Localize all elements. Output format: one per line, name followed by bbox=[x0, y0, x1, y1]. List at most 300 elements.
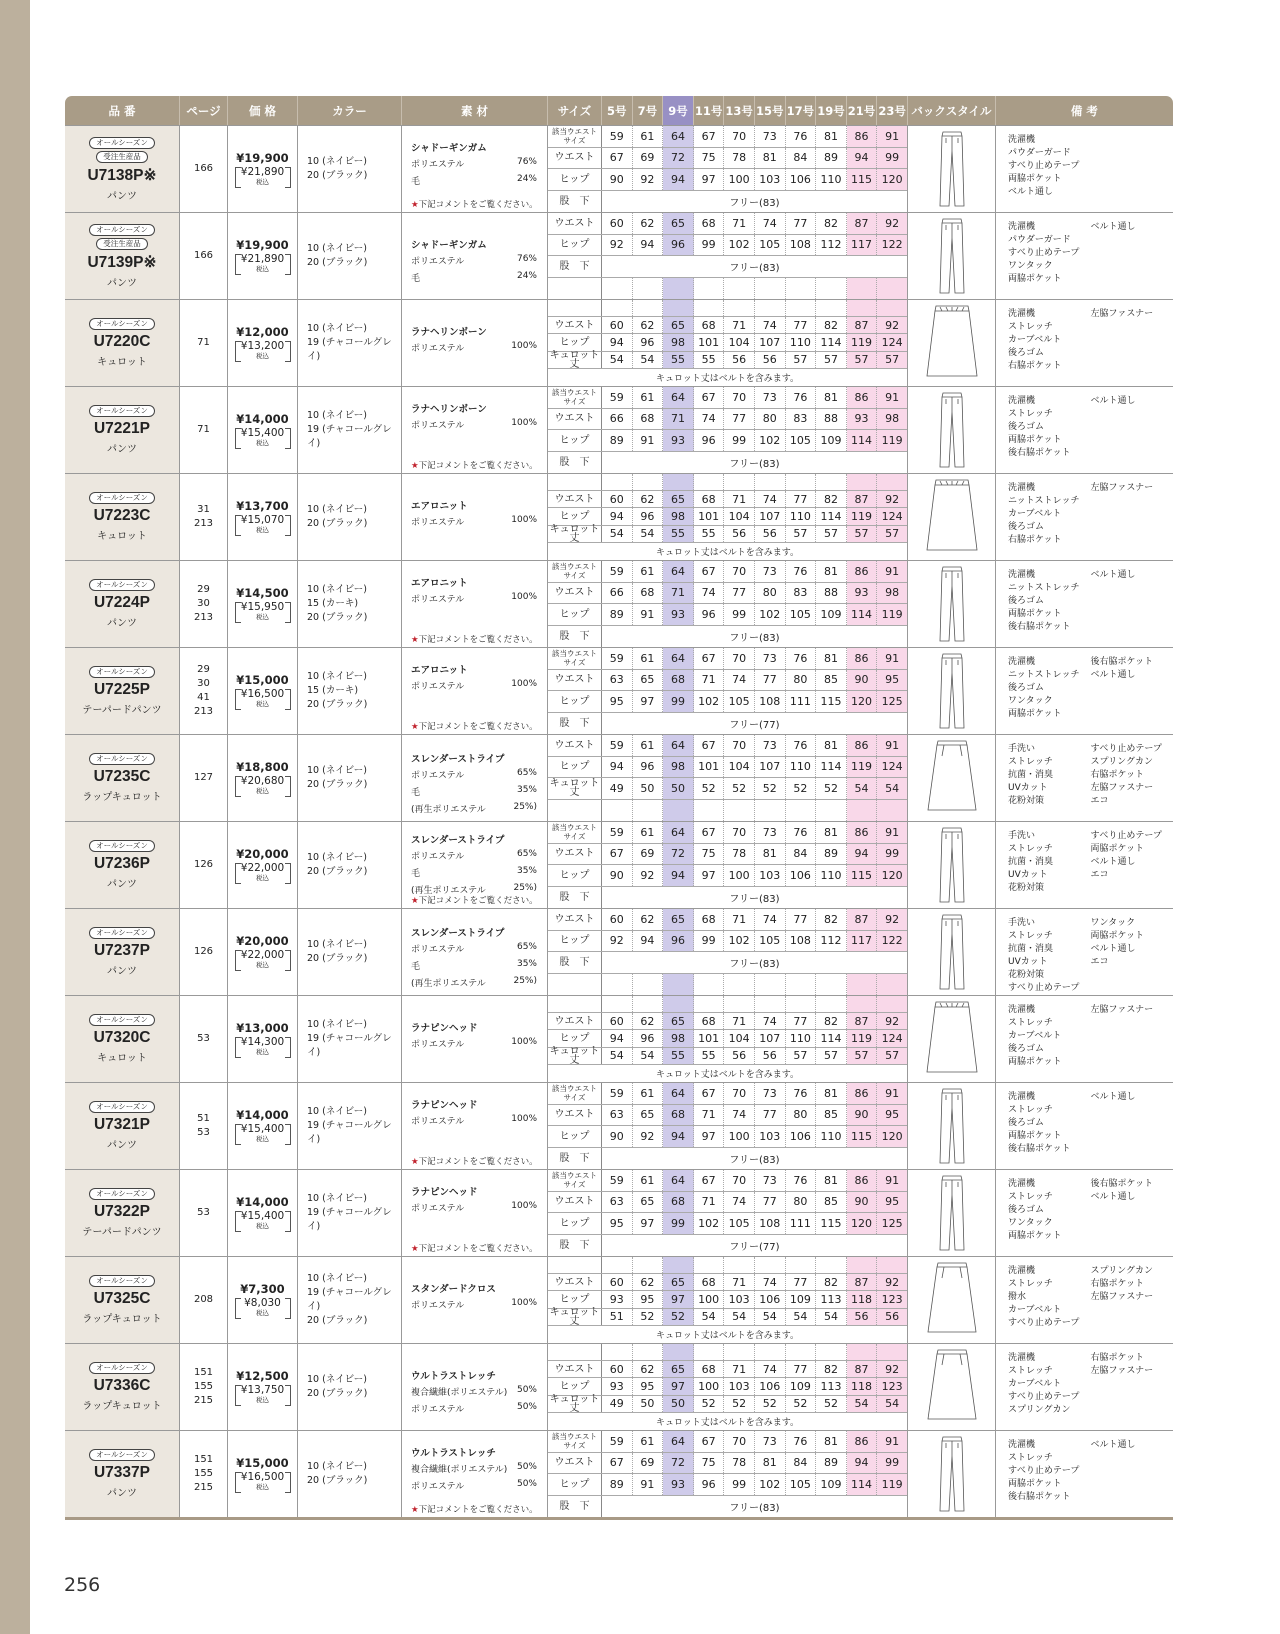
catalog-page-number: 213 bbox=[193, 518, 214, 529]
size-value: 113 bbox=[816, 1378, 847, 1394]
size-value: 93 bbox=[663, 604, 694, 625]
size-value: 75 bbox=[694, 844, 725, 865]
material-fiber: ポリエステル bbox=[411, 771, 465, 781]
material-percent: 65% bbox=[516, 849, 537, 859]
size-row-label: ヒップ bbox=[548, 1378, 602, 1394]
size-value bbox=[816, 1344, 847, 1360]
material-percent: 100% bbox=[511, 1298, 537, 1308]
season-badge: オールシーズン bbox=[89, 137, 155, 149]
size-row-label: ヒップ bbox=[548, 235, 602, 256]
size-row bbox=[548, 735, 907, 757]
product-row bbox=[65, 299, 1173, 386]
size-row bbox=[548, 148, 907, 170]
note-item: 後右脇ポケット bbox=[1008, 622, 1071, 632]
size-value: 54 bbox=[877, 778, 907, 799]
size-value: 94 bbox=[847, 148, 878, 169]
size-value: 91 bbox=[633, 1474, 664, 1495]
color-item: 15 (カーキ) bbox=[307, 598, 359, 609]
back-style-pants-drawing bbox=[922, 1086, 982, 1166]
size-value: 90 bbox=[602, 1126, 633, 1147]
product-row bbox=[65, 212, 1173, 299]
material-name: シャドーギンガム bbox=[411, 143, 487, 154]
size-value: 91 bbox=[633, 604, 664, 625]
tax-label: 税込 bbox=[256, 960, 269, 969]
color-item: 10 (ネイビー) bbox=[307, 584, 367, 595]
material-cell bbox=[402, 1431, 548, 1517]
back-style-pants-drawing bbox=[922, 216, 982, 296]
size-value: 108 bbox=[755, 691, 786, 712]
product-row bbox=[65, 125, 1173, 212]
note-item: スプリングカン bbox=[1090, 757, 1153, 767]
size-table bbox=[548, 1257, 908, 1343]
size-value: 87 bbox=[847, 213, 878, 234]
size-value: 87 bbox=[847, 1274, 878, 1290]
size-row bbox=[548, 1213, 907, 1235]
size-value: 96 bbox=[633, 757, 664, 778]
product-row bbox=[65, 560, 1173, 647]
star-icon: ★ bbox=[411, 722, 419, 732]
catalog-page-number: 155 bbox=[193, 1468, 214, 1479]
color-list bbox=[298, 561, 402, 647]
size-value: 74 bbox=[755, 1361, 786, 1377]
size-table bbox=[548, 909, 908, 995]
size-value: 59 bbox=[602, 735, 633, 756]
header-size-21: 21号 bbox=[847, 96, 878, 125]
size-value: 59 bbox=[602, 822, 633, 843]
size-value: 124 bbox=[877, 1030, 907, 1046]
size-table bbox=[548, 1344, 908, 1430]
product-row bbox=[65, 647, 1173, 734]
size-row bbox=[548, 844, 907, 866]
size-row-label: 股 下 bbox=[548, 1148, 602, 1170]
color-item: 10 (ネイビー) bbox=[307, 1019, 367, 1030]
size-value: 76 bbox=[786, 1431, 817, 1452]
size-value: 71 bbox=[694, 1192, 725, 1213]
size-row bbox=[548, 1192, 907, 1214]
note-item: 右脇ポケット bbox=[1008, 361, 1062, 371]
size-value bbox=[847, 474, 878, 490]
color-item: 10 (ネイビー) bbox=[307, 671, 367, 682]
product-type: キュロット bbox=[97, 357, 147, 368]
size-value: 54 bbox=[755, 1309, 786, 1325]
catalog-pages bbox=[180, 1170, 228, 1256]
size-value: 71 bbox=[694, 670, 725, 691]
size-row bbox=[548, 369, 907, 386]
size-value: 65 bbox=[663, 213, 694, 234]
size-value: 60 bbox=[602, 1361, 633, 1377]
size-row-label: キュロット丈 bbox=[548, 1048, 602, 1064]
size-value: 64 bbox=[663, 822, 694, 843]
note-item: 撥水 bbox=[1008, 1292, 1027, 1302]
product-row bbox=[65, 1430, 1173, 1517]
product-row bbox=[65, 1169, 1173, 1256]
size-row bbox=[548, 996, 907, 1013]
size-value: 91 bbox=[877, 648, 907, 669]
material-percent: 76% bbox=[516, 254, 537, 264]
size-value: 92 bbox=[877, 909, 907, 930]
size-value: 104 bbox=[724, 334, 755, 350]
size-row-label: 該当ウエスト サイズ bbox=[548, 822, 602, 843]
size-value: 70 bbox=[724, 648, 755, 669]
size-value: 65 bbox=[663, 909, 694, 930]
size-value: 115 bbox=[816, 1213, 847, 1234]
price-cell bbox=[228, 1431, 298, 1517]
note-item: 後右脇ポケット bbox=[1008, 448, 1071, 458]
material-name: スレンダーストライプ bbox=[411, 835, 505, 846]
size-row-label: 股 下 bbox=[548, 452, 602, 474]
size-value bbox=[602, 1257, 633, 1273]
notes-column bbox=[1091, 1004, 1174, 1069]
size-row-label: ヒップ bbox=[548, 1474, 602, 1495]
back-style-cell bbox=[908, 1083, 996, 1169]
catalog-page-number: 29 bbox=[197, 664, 210, 675]
size-value: 90 bbox=[847, 1192, 878, 1213]
size-value bbox=[786, 996, 817, 1012]
size-value bbox=[724, 300, 755, 316]
size-value: 81 bbox=[816, 1431, 847, 1452]
material-cell bbox=[402, 909, 548, 995]
notes-columns bbox=[1008, 134, 1173, 199]
size-value: 73 bbox=[755, 1170, 786, 1191]
notes-columns bbox=[1008, 743, 1173, 808]
note-item: ストレッチ bbox=[1008, 844, 1053, 854]
size-row-label: 該当ウエスト サイズ bbox=[548, 1431, 602, 1452]
color-list bbox=[298, 909, 402, 995]
price-main: ¥15,000 bbox=[236, 1455, 289, 1470]
size-value: 81 bbox=[816, 561, 847, 582]
price-main: ¥14,000 bbox=[236, 1194, 289, 1209]
color-item: 19 (チャコールグレイ) bbox=[307, 1120, 392, 1145]
size-value: 120 bbox=[877, 1126, 907, 1147]
size-table bbox=[548, 735, 908, 821]
notes-column bbox=[1091, 569, 1174, 634]
size-value: 99 bbox=[724, 1474, 755, 1495]
material-name: エアロニット bbox=[411, 665, 468, 676]
size-value: 100 bbox=[724, 865, 755, 886]
size-value: 92 bbox=[602, 931, 633, 952]
size-value: 50 bbox=[663, 1396, 694, 1412]
product-type: パンツ bbox=[107, 966, 137, 977]
size-row bbox=[548, 1065, 907, 1082]
size-value: 68 bbox=[694, 317, 725, 333]
notes-cell bbox=[996, 213, 1173, 299]
size-value: 87 bbox=[847, 1013, 878, 1029]
product-id-cell bbox=[65, 387, 180, 473]
size-row-label: ウエスト bbox=[548, 1105, 602, 1126]
size-value: 61 bbox=[633, 387, 664, 408]
size-value: 68 bbox=[663, 1192, 694, 1213]
notes-column bbox=[1091, 1439, 1174, 1504]
size-row bbox=[548, 235, 907, 257]
size-value: 85 bbox=[816, 1105, 847, 1126]
note-item: ベルト通し bbox=[1090, 1440, 1136, 1450]
size-value: 119 bbox=[847, 757, 878, 778]
product-code: U7223C bbox=[93, 507, 151, 524]
catalog-pages bbox=[180, 213, 228, 299]
note-item: 洗濯機 bbox=[1008, 135, 1036, 145]
size-row bbox=[548, 1148, 907, 1170]
size-value: 105 bbox=[786, 430, 817, 451]
size-value: 94 bbox=[663, 1126, 694, 1147]
notes-column bbox=[1008, 1352, 1091, 1417]
catalog-page-number: 126 bbox=[193, 946, 214, 957]
price-cell bbox=[228, 213, 298, 299]
notes-column bbox=[1008, 308, 1091, 373]
size-table bbox=[548, 126, 908, 212]
note-item: 洗濯機 bbox=[1008, 222, 1036, 232]
price-cell bbox=[228, 1257, 298, 1343]
size-row bbox=[548, 1413, 907, 1430]
size-row bbox=[548, 1030, 907, 1047]
note-item: 左脇ファスナー bbox=[1090, 1292, 1154, 1302]
notes-columns bbox=[1008, 830, 1173, 895]
material-note-text: 下記コメントをご覧ください。 bbox=[418, 461, 538, 471]
size-value bbox=[633, 278, 664, 300]
notes-cell bbox=[996, 387, 1173, 473]
material-fiber: ポリエステル bbox=[411, 595, 465, 605]
size-value: 76 bbox=[786, 735, 817, 756]
size-value: 96 bbox=[633, 1030, 664, 1046]
size-row bbox=[548, 648, 907, 670]
size-value: 76 bbox=[786, 1083, 817, 1104]
material-fiber: 毛 bbox=[411, 788, 421, 798]
size-value: 107 bbox=[755, 334, 786, 350]
size-row-label: ヒップ bbox=[548, 757, 602, 778]
size-value: 60 bbox=[602, 491, 633, 507]
size-value: 67 bbox=[694, 561, 725, 582]
material-fiber: (再生ポリエステル bbox=[411, 886, 486, 896]
size-value: 69 bbox=[633, 148, 664, 169]
back-style-pants-drawing bbox=[922, 564, 982, 644]
material-percent: 65% bbox=[516, 942, 537, 952]
size-value: 122 bbox=[877, 235, 907, 256]
size-value: 64 bbox=[663, 648, 694, 669]
catalog-page-number: 30 bbox=[197, 678, 210, 689]
material-note-text: 下記コメントをご覧ください。 bbox=[418, 1244, 538, 1254]
material-cell bbox=[402, 1170, 548, 1256]
size-value bbox=[724, 996, 755, 1012]
size-value: 92 bbox=[877, 491, 907, 507]
material-percent: 35% bbox=[516, 866, 537, 876]
material-note-text: 下記コメントをご覧ください。 bbox=[418, 896, 538, 906]
size-value: 82 bbox=[816, 1013, 847, 1029]
size-value: 100 bbox=[694, 1378, 725, 1394]
size-value: 84 bbox=[786, 1453, 817, 1474]
price-cell bbox=[228, 996, 298, 1082]
material-name: ラナピンヘッド bbox=[411, 1023, 478, 1034]
notes-column bbox=[1008, 656, 1091, 721]
size-value: 100 bbox=[724, 1126, 755, 1147]
size-value: 94 bbox=[633, 931, 664, 952]
size-value: 76 bbox=[786, 561, 817, 582]
size-value: 101 bbox=[694, 334, 725, 350]
material-note-text: 下記コメントをご覧ください。 bbox=[418, 722, 538, 732]
size-value: 85 bbox=[816, 670, 847, 691]
size-value: 57 bbox=[877, 352, 907, 368]
size-value bbox=[816, 300, 847, 316]
size-row-label: ウエスト bbox=[548, 735, 602, 756]
color-item: 20 (ブラック) bbox=[307, 612, 368, 623]
material-note-text: 下記コメントをご覧ください。 bbox=[418, 200, 538, 210]
price-main: ¥7,300 bbox=[240, 1281, 285, 1296]
size-value: 109 bbox=[786, 1378, 817, 1394]
page-number: 256 bbox=[64, 1574, 101, 1596]
catalog-page-number: 126 bbox=[193, 859, 214, 870]
notes-column bbox=[1008, 1004, 1091, 1069]
size-value: 54 bbox=[786, 1309, 817, 1325]
size-row-label: ウエスト bbox=[548, 317, 602, 333]
size-value bbox=[847, 800, 878, 822]
size-value bbox=[694, 278, 725, 300]
size-value: 67 bbox=[694, 1083, 725, 1104]
material-name: スタンダードクロス bbox=[411, 1284, 496, 1295]
header-color: カラー bbox=[298, 96, 402, 125]
material-name: エアロニット bbox=[411, 578, 468, 589]
size-value: 89 bbox=[602, 1474, 633, 1495]
material-line bbox=[411, 1479, 537, 1492]
note-item: 両脇ポケット bbox=[1008, 274, 1062, 284]
product-code: U7221P bbox=[93, 420, 150, 437]
product-type: パンツ bbox=[107, 618, 137, 629]
size-value: 114 bbox=[816, 757, 847, 778]
size-value: 99 bbox=[724, 430, 755, 451]
note-item: 手洗い bbox=[1008, 918, 1036, 928]
size-value bbox=[663, 996, 694, 1012]
header-size-13: 13号 bbox=[724, 96, 755, 125]
size-value: 57 bbox=[786, 1048, 817, 1064]
size-row-label: 股 下 bbox=[548, 256, 602, 277]
color-list bbox=[298, 1344, 402, 1430]
material-fiber: (再生ポリエステル bbox=[411, 979, 486, 989]
product-type: テーパードパンツ bbox=[82, 1227, 162, 1238]
size-value: 69 bbox=[633, 1453, 664, 1474]
size-value bbox=[633, 300, 664, 316]
catalog-page-number: 71 bbox=[197, 424, 210, 435]
size-row bbox=[548, 909, 907, 931]
size-value: 98 bbox=[663, 757, 694, 778]
season-badge: オールシーズン bbox=[89, 753, 155, 765]
size-value: 103 bbox=[724, 1291, 755, 1307]
size-value bbox=[633, 974, 664, 996]
note-item: 両脇ポケット bbox=[1008, 1057, 1062, 1067]
note-item: すべり止めテープ bbox=[1008, 248, 1080, 258]
notes-column bbox=[1008, 395, 1091, 460]
size-value: 77 bbox=[755, 670, 786, 691]
size-row-label: 該当ウエスト サイズ bbox=[548, 1083, 602, 1104]
size-value: 56 bbox=[755, 1048, 786, 1064]
size-value: 61 bbox=[633, 126, 664, 147]
material-cell bbox=[402, 213, 548, 299]
note-item: カーブベルト bbox=[1008, 1305, 1062, 1315]
size-value: 94 bbox=[847, 1453, 878, 1474]
note-item: 花粉対策 bbox=[1008, 883, 1045, 893]
size-value bbox=[633, 1344, 664, 1360]
price-tax-box bbox=[235, 253, 291, 275]
material-fiber: 毛 bbox=[411, 962, 421, 972]
catalog-page-number: 166 bbox=[193, 163, 214, 174]
notes-cell bbox=[996, 1170, 1173, 1256]
note-item: 両脇ポケット bbox=[1008, 709, 1062, 719]
product-type: ラップキュロット bbox=[82, 1314, 162, 1325]
notes-column bbox=[1008, 134, 1091, 199]
note-item: 右脇ポケット bbox=[1090, 1353, 1145, 1363]
note-item: ベルト通し bbox=[1008, 187, 1054, 197]
note-item: 両脇ポケット bbox=[1090, 844, 1145, 854]
note-item: UVカット bbox=[1008, 957, 1048, 967]
material-percent: 100% bbox=[511, 515, 537, 525]
material-cell bbox=[402, 387, 548, 473]
price-main: ¥12,500 bbox=[236, 1368, 289, 1383]
note-item: すべり止めテープ bbox=[1090, 744, 1162, 754]
color-item: 19 (チャコールグレイ) bbox=[307, 1207, 392, 1232]
material-note bbox=[411, 720, 538, 732]
size-row-label bbox=[548, 996, 602, 1012]
size-value: 57 bbox=[816, 1048, 847, 1064]
catalog-page-number: 127 bbox=[193, 772, 214, 783]
size-value: 103 bbox=[724, 1378, 755, 1394]
size-row-label: ウエスト bbox=[548, 909, 602, 930]
size-value: 61 bbox=[633, 561, 664, 582]
catalog-page-number: 208 bbox=[193, 1294, 214, 1305]
size-value: 106 bbox=[786, 865, 817, 886]
size-value: 109 bbox=[816, 1474, 847, 1495]
size-free: フリー(77) bbox=[729, 719, 780, 731]
product-type: テーパードパンツ bbox=[82, 705, 162, 716]
size-value: 105 bbox=[755, 235, 786, 256]
star-icon: ★ bbox=[411, 896, 419, 906]
size-row bbox=[548, 1378, 907, 1395]
back-style-cell bbox=[908, 387, 996, 473]
size-value: 92 bbox=[877, 1361, 907, 1377]
size-value: 93 bbox=[847, 409, 878, 430]
size-value: 67 bbox=[694, 1431, 725, 1452]
size-row-label: ウエスト bbox=[548, 148, 602, 169]
material-percent: 65% bbox=[516, 768, 537, 778]
note-item: ベルト通し bbox=[1090, 1092, 1136, 1102]
size-value: 64 bbox=[663, 561, 694, 582]
size-value bbox=[847, 996, 878, 1012]
size-value bbox=[663, 800, 694, 822]
material-percent: 50% bbox=[516, 1462, 537, 1472]
price-main: ¥20,000 bbox=[236, 846, 289, 861]
size-row bbox=[548, 974, 907, 996]
size-value: 110 bbox=[786, 508, 817, 524]
size-value: 68 bbox=[694, 1361, 725, 1377]
size-free: フリー(83) bbox=[729, 458, 780, 470]
product-id-cell bbox=[65, 300, 180, 386]
notes-columns bbox=[1008, 1352, 1173, 1417]
tax-label: 税込 bbox=[256, 1308, 269, 1317]
size-value: 54 bbox=[602, 526, 633, 542]
material-cell bbox=[402, 822, 548, 908]
notes-column bbox=[1091, 1352, 1174, 1417]
size-value: 51 bbox=[602, 1309, 633, 1325]
header-size-23: 23号 bbox=[877, 96, 908, 125]
size-free: フリー(77) bbox=[729, 1241, 780, 1253]
back-style-culotte-drawing bbox=[922, 477, 982, 557]
size-value: 60 bbox=[602, 213, 633, 234]
notes-column bbox=[1091, 917, 1174, 995]
size-value: 74 bbox=[724, 1105, 755, 1126]
size-value: 49 bbox=[602, 1396, 633, 1412]
notes-column bbox=[1091, 134, 1174, 199]
back-style-culotte-drawing bbox=[922, 999, 982, 1079]
catalog-pages bbox=[180, 996, 228, 1082]
size-value: 105 bbox=[755, 931, 786, 952]
notes-column bbox=[1091, 1091, 1174, 1156]
size-value: 103 bbox=[755, 1126, 786, 1147]
color-item: 19 (チャコールグレイ) bbox=[307, 1287, 392, 1312]
